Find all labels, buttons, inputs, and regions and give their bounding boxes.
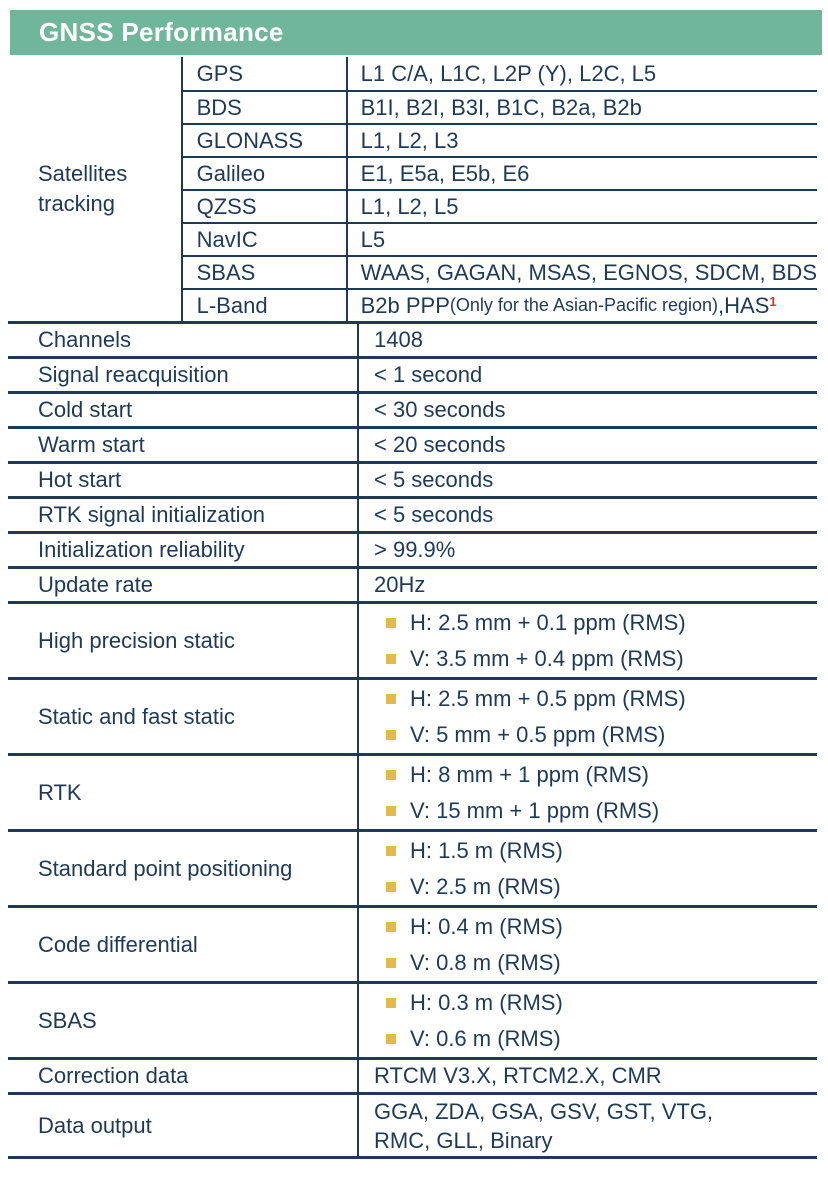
spec-value <box>357 359 817 391</box>
accuracy-line <box>386 991 817 1015</box>
spec-value-text: < 5 seconds <box>374 502 494 527</box>
spec-value-text: 1408 <box>374 327 423 352</box>
accuracy-values <box>357 680 817 753</box>
square-bullet-icon <box>386 846 396 856</box>
gnss-spec-table <box>8 57 817 1159</box>
accuracy-line <box>386 915 817 939</box>
accuracy-line <box>386 1027 817 1051</box>
constellation-signals: L1, L2, L3 <box>346 123 817 156</box>
table-row-bds <box>181 90 817 123</box>
constellation-name: GPS <box>181 57 346 90</box>
constellation-signals: B1I, B2I, B3I, B1C, B2a, B2b <box>346 90 817 123</box>
accuracy-line <box>386 647 817 671</box>
spec-label: Static and fast static <box>38 703 235 729</box>
table-row-static-and-fast-static <box>8 680 817 756</box>
spec-value-text: < 1 second <box>374 362 483 387</box>
spec-label: High precision static <box>38 627 235 653</box>
table-row-initialization-reliability <box>8 534 817 569</box>
satellites-tracking-label-cell <box>8 57 181 321</box>
square-bullet-icon <box>386 694 396 704</box>
accuracy-values <box>357 756 817 829</box>
data-output-line-2: RMC, GLL, Binary <box>374 1127 553 1153</box>
spec-value-text: 20Hz <box>374 572 426 597</box>
accuracy-line <box>386 799 817 823</box>
square-bullet-icon <box>386 654 396 664</box>
spec-value <box>357 429 817 461</box>
spec-value <box>357 534 817 566</box>
table-row-hot-start <box>8 464 817 499</box>
table-row-gps <box>181 57 817 90</box>
table-row-sbas-tracking <box>181 255 817 288</box>
spec-value <box>357 464 817 496</box>
accuracy-text: H: 0.3 m (RMS) <box>410 989 563 1015</box>
spec-value-text: < 30 seconds <box>374 397 506 422</box>
spec-label: Code differential <box>38 931 198 957</box>
square-bullet-icon <box>386 998 396 1008</box>
satellites-tracking-block <box>8 57 817 324</box>
spec-label: Cold start <box>38 397 133 422</box>
spec-value-text: < 20 seconds <box>374 432 506 457</box>
satellites-tracking-label: Satellites tracking <box>38 161 128 216</box>
accuracy-text: V: 15 mm + 1 ppm (RMS) <box>410 797 660 823</box>
lband-value-main: B2b PPP <box>360 292 450 318</box>
table-row-lband <box>181 288 817 321</box>
constellation-signals: L1, L2, L5 <box>346 189 817 222</box>
spec-label: Standard point positioning <box>38 855 293 881</box>
table-row-glonass <box>181 123 817 156</box>
square-bullet-icon <box>386 922 396 932</box>
constellation-signals: WAAS, GAGAN, MSAS, EGNOS, SDCM, BDS <box>346 255 817 288</box>
spec-value <box>357 1095 817 1156</box>
spec-label: Warm start <box>38 432 145 457</box>
square-bullet-icon <box>386 770 396 780</box>
accuracy-text: H: 2.5 mm + 0.5 ppm (RMS) <box>410 685 686 711</box>
accuracy-text: H: 0.4 m (RMS) <box>410 913 563 939</box>
table-row-correction-data <box>8 1060 817 1095</box>
lband-value-suffix: ,HAS <box>718 292 770 318</box>
table-row-rtk <box>8 756 817 832</box>
table-row-signal-reacquisition <box>8 359 817 394</box>
spec-value-text: RTCM V3.X, RTCM2.X, CMR <box>374 1063 662 1088</box>
square-bullet-icon <box>386 882 396 892</box>
table-row-qzss <box>181 189 817 222</box>
spec-value <box>357 1060 817 1092</box>
accuracy-values <box>357 832 817 905</box>
spec-label: Signal reacquisition <box>38 362 229 387</box>
table-row-navic <box>181 222 817 255</box>
table-row-channels <box>8 324 817 359</box>
spec-value-text: > 99.9% <box>374 537 456 562</box>
constellation-name: SBAS <box>181 255 346 288</box>
footnote-superscript: 1 <box>769 294 777 309</box>
accuracy-line <box>386 687 817 711</box>
accuracy-text: V: 0.6 m (RMS) <box>410 1025 561 1051</box>
table-row-rtk-signal-initialization <box>8 499 817 534</box>
spec-label: Hot start <box>38 467 122 492</box>
accuracy-line <box>386 723 817 747</box>
spec-value <box>357 569 817 601</box>
constellation-name: Galileo <box>181 156 346 189</box>
data-output-line-1: GGA, ZDA, GSA, GSV, GST, VTG, <box>374 1098 714 1124</box>
accuracy-text: V: 2.5 m (RMS) <box>410 873 561 899</box>
accuracy-values <box>357 908 817 981</box>
spec-label: Update rate <box>38 572 153 597</box>
table-row-cold-start <box>8 394 817 429</box>
satellites-rows <box>181 57 817 321</box>
constellation-signals <box>346 288 817 321</box>
table-row-warm-start <box>8 429 817 464</box>
accuracy-text: H: 8 mm + 1 ppm (RMS) <box>410 761 649 787</box>
accuracy-text: H: 2.5 mm + 0.1 ppm (RMS) <box>410 609 686 635</box>
section-title: GNSS Performance <box>39 17 284 47</box>
accuracy-line <box>386 839 817 863</box>
spec-value <box>357 499 817 531</box>
spec-label: RTK <box>38 779 82 805</box>
accuracy-line <box>386 763 817 787</box>
accuracy-values <box>357 984 817 1057</box>
accuracy-text: V: 5 mm + 0.5 ppm (RMS) <box>410 721 666 747</box>
constellation-name: NavIC <box>181 222 346 255</box>
constellation-name: L-Band <box>181 288 346 321</box>
square-bullet-icon <box>386 806 396 816</box>
spec-value <box>357 324 817 356</box>
accuracy-text: H: 1.5 m (RMS) <box>410 837 563 863</box>
square-bullet-icon <box>386 618 396 628</box>
spec-label: Correction data <box>38 1063 189 1088</box>
table-row-sbas-accuracy <box>8 984 817 1060</box>
constellation-name: QZSS <box>181 189 346 222</box>
table-row-update-rate <box>8 569 817 604</box>
accuracy-text: V: 0.8 m (RMS) <box>410 949 561 975</box>
spec-label: Channels <box>38 327 131 352</box>
spec-label: RTK signal initialization <box>38 502 266 527</box>
table-row-galileo <box>181 156 817 189</box>
table-row-high-precision-static <box>8 604 817 680</box>
accuracy-line <box>386 951 817 975</box>
lband-value-note: (Only for the Asian-Pacific region) <box>449 295 719 315</box>
constellation-name: BDS <box>181 90 346 123</box>
spec-label: SBAS <box>38 1007 97 1033</box>
constellation-signals: L1 C/A, L1C, L2P (Y), L2C, L5 <box>346 57 817 90</box>
section-header <box>10 10 822 55</box>
spec-label: Initialization reliability <box>38 537 245 562</box>
square-bullet-icon <box>386 958 396 968</box>
spec-value <box>357 394 817 426</box>
accuracy-values <box>357 604 817 677</box>
square-bullet-icon <box>386 730 396 740</box>
accuracy-text: V: 3.5 mm + 0.4 ppm (RMS) <box>410 645 684 671</box>
table-row-data-output <box>8 1095 817 1159</box>
spec-label: Data output <box>38 1112 152 1138</box>
constellation-signals: L5 <box>346 222 817 255</box>
table-row-standard-point-positioning <box>8 832 817 908</box>
spec-value-text: < 5 seconds <box>374 467 494 492</box>
accuracy-line <box>386 875 817 899</box>
table-row-code-differential <box>8 908 817 984</box>
accuracy-line <box>386 611 817 635</box>
constellation-name: GLONASS <box>181 123 346 156</box>
square-bullet-icon <box>386 1034 396 1044</box>
constellation-signals: E1, E5a, E5b, E6 <box>346 156 817 189</box>
